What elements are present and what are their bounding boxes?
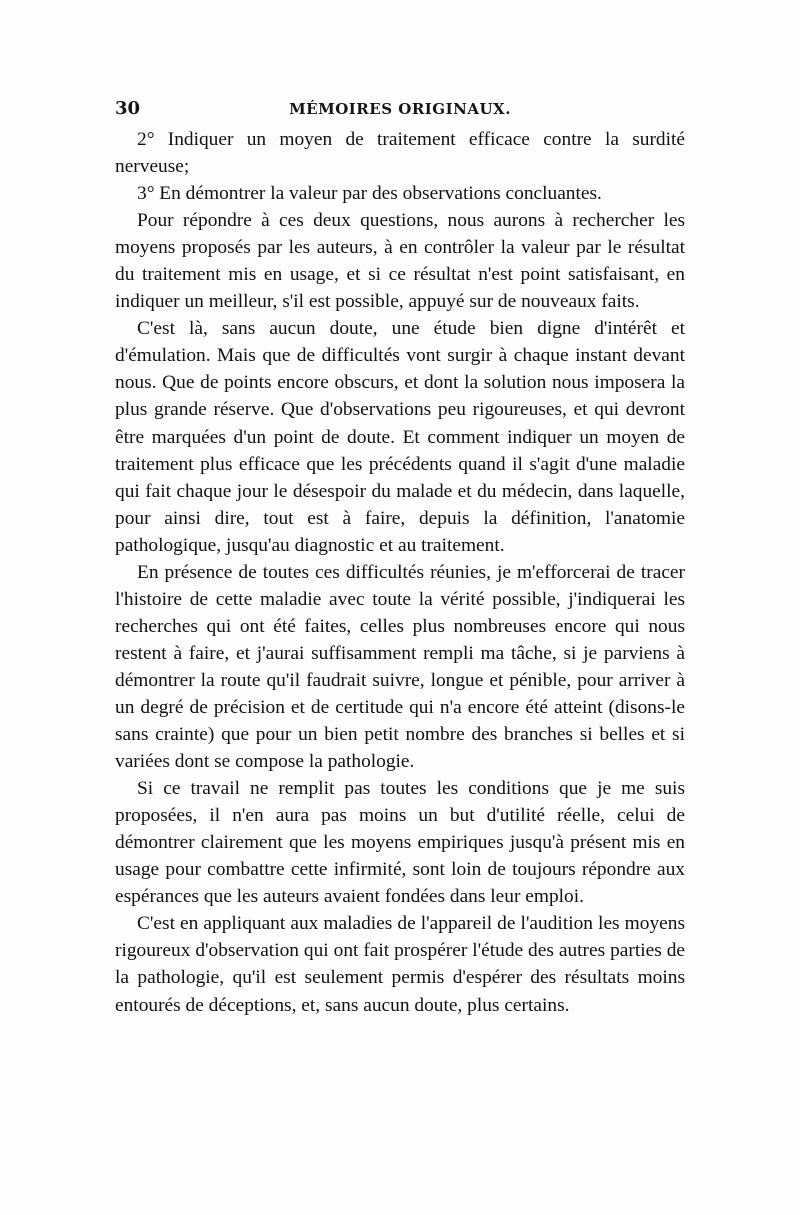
paragraph: Si ce travail ne remplit pas toutes les conditions que je me suis proposées, il n'en aura pas moins un but d'utilité réelle, celui de démontrer clairement que les moyens empiriques jusqu'à présent mis en usage pour combattre cette infirmité, sont loin de toujours répondre aux espérances que les auteurs avaient fondées dans leur emploi. <box>115 778 685 908</box>
body-text <box>115 126 685 1019</box>
paragraph: En présence de toutes ces difficultés réunies, je m'efforcerai de tracer l'histoire de cette maladie avec toute la vérité possible, j'indiquerai les recherches qui ont été faites, celles plus nombreuses encore qui nous restent à faire, et j'aurai suffisamment rempli ma tâche, si je parviens à démontrer la route qu'il faudrait suivre, longue et pénible, pour arriver à un degré de précision et de certitude qui n'a encore été atteint (disons-le sans crainte) que pour un bien petit nombre des branches si belles et si variées dont se compose la pathologie. <box>115 561 685 773</box>
list-item-2: 2° Indiquer un moyen de traitement efficace contre la surdité nerveuse; <box>115 129 685 178</box>
paragraph: C'est en appliquant aux maladies de l'appareil de l'audition les moyens rigoureux d'observation qui ont fait prospérer l'étude des autres parties de la pathologie, qu'il est seulement permis d'espérer des résultats moins entourés de déceptions, et, sans aucun doute, plus certains. <box>115 913 685 1016</box>
list-item-3: 3° En démontrer la valeur par des observations concluantes. <box>137 183 602 205</box>
paragraph: Pour répondre à ces deux questions, nous aurons à rechercher les moyens proposés par les auteurs, à en contrôler la valeur par le résultat du traitement mis en usage, et si ce résultat n'est point satisfaisant, en indiquer un meilleur, s'il est possible, appuyé sur de nouveaux faits. <box>115 210 685 313</box>
page-header <box>115 98 685 124</box>
paragraph: C'est là, sans aucun doute, une étude bien digne d'intérêt et d'émulation. Mais que de difficultés vont surgir à chaque instant devant nous. Que de points encore obscurs, et dont la solution nous imposera la plus grande réserve. Que d'observations peu rigoureuses, et qui devront être marquées d'un point de doute. Et comment indiquer un moyen de traitement plus efficace que les précédents quand il s'agit d'une maladie qui fait chaque jour le désespoir du malade et du médecin, dans laquelle, pour ainsi dire, tout est à faire, depuis la définition, l'anatomie pathologique, jusqu'au diagnostic et au traitement. <box>115 318 685 556</box>
running-title: MÉMOIRES ORIGINAUX. <box>289 100 511 118</box>
page-number: 30 <box>115 98 141 119</box>
